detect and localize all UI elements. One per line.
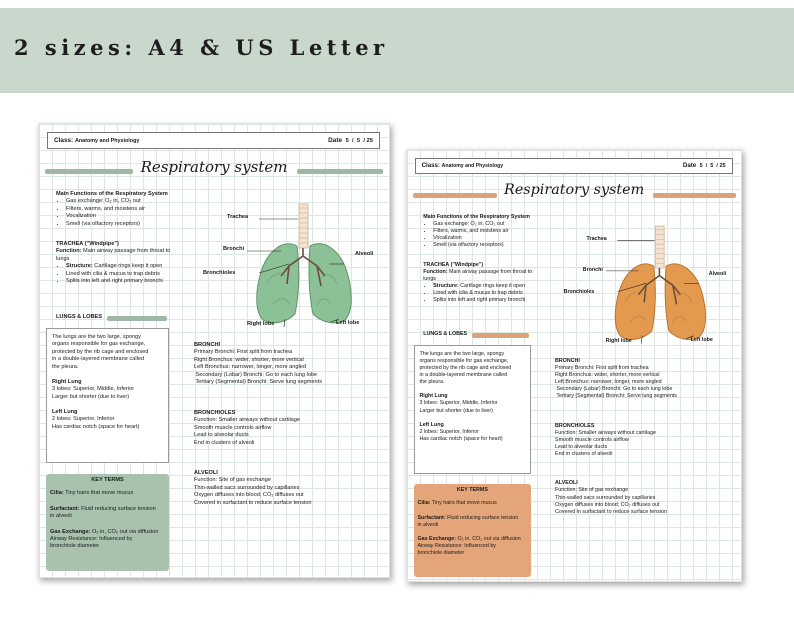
lungs-intro-line: The lungs are the two large, spongy (52, 334, 141, 340)
lungs-intro-line: protected by the rib cage and enclosed (419, 364, 512, 371)
main-functions-item: • Filters, warms, and moistens air (433, 228, 530, 235)
surfactant-text: Fluid reducing surface tension (79, 505, 156, 512)
page-a4 (38, 123, 390, 578)
lungs-lobes-heading: LUNGS & LOBES (423, 331, 468, 338)
bronchi-section (194, 342, 322, 386)
left-lung-item: Has cardiac notch (space for heart) (52, 423, 140, 430)
lungs-lobes-heading: LUNGS & LOBES (56, 314, 102, 320)
structure-text: Cartilage rings keep it open (458, 282, 526, 289)
bronchi-item: Primary Bronchi: First split from trachea (555, 365, 649, 372)
bronchi-section (555, 358, 677, 400)
gas-text: O₂ in, CO₂ out via diffusion (90, 528, 159, 535)
trachea-heading: TRACHEA ("Windpipe") (56, 241, 119, 247)
right-lung-item: Larger but shorter (due to liver) (419, 407, 493, 414)
title-bar-right (653, 193, 735, 198)
lungs-intro-line: protected by the rib cage and enclosed (52, 348, 149, 355)
bronchi-item: Left Bronchus: narrower, longer, more angled (555, 379, 662, 386)
label-bronchi: Bronchi (582, 266, 603, 273)
right-lung-item: 3 lobes: Superior, Middle, Inferior (52, 386, 135, 393)
alveoli-heading: ALVEOLI (194, 470, 218, 476)
airway-text1: Airway Resistance: Influenced by (50, 535, 133, 542)
alveoli-item: Covered in surfactant to reduce surface tension (194, 499, 312, 506)
date-label: Date (682, 162, 697, 170)
trachea-function-line2: lungs (56, 255, 70, 262)
cilia-label: Cilia: (417, 499, 431, 506)
cilia-text: Tiny hairs that move mucus (430, 499, 497, 506)
alveoli-section (194, 470, 312, 507)
left-lung (309, 244, 351, 323)
key-term-surfactant (50, 506, 165, 513)
alveoli-item: Thin-walled sacs surrounded by capillaries (194, 484, 300, 491)
structure-label: Structure: (433, 282, 459, 289)
lungs-intro-line: the pleura. (52, 363, 79, 370)
bronchi-item: Primary Bronchi: First split from trachea (194, 349, 293, 356)
title-bar-left (45, 169, 133, 174)
bronchi-item: Tertiary (Segmental) Bronchi: Serve lung segments (194, 378, 322, 385)
alveoli-item: Function: Site of gas exchange (555, 487, 629, 494)
page-title: Respiratory system (140, 158, 288, 176)
trachea-heading: TRACHEA ("Windpipe") (423, 261, 484, 268)
label-alveoli: Alveoli (355, 251, 374, 257)
main-functions-item: • Gas exchange: O₂ in, CO₂ out (66, 198, 168, 205)
surfactant-label: Surfactant: (50, 505, 80, 512)
structure-text: Cartilage rings keep it open (92, 263, 163, 270)
key-terms-box (414, 484, 531, 577)
function-text: Main airway passage from throat to (447, 268, 533, 275)
left-lung-heading: Left Lung (419, 422, 444, 429)
bronchioles-section (194, 410, 300, 447)
main-functions-item: • Smell (via olfactory receptors) (66, 221, 168, 228)
page-title: Respiratory system (504, 182, 645, 199)
bronchioles-section (555, 423, 656, 458)
bronchioles-item: Smooth muscle controls airflow (555, 437, 629, 444)
right-lung-item: Larger but shorter (due to liver) (52, 393, 130, 400)
alveoli-item: Oxygen diffuses into blood; CO₂ diffuses out (555, 501, 660, 508)
bronchioles-item: Function: Smaller airways without cartilage (194, 417, 301, 424)
right-lung-heading: Right Lung (52, 378, 82, 385)
alveoli-item: Function: Site of gas exchange (194, 477, 271, 484)
label-bronchioles: Bronchioles (563, 289, 595, 296)
left-lung-item: Has cardiac notch (space for heart) (419, 436, 503, 443)
right-lung (615, 264, 655, 340)
bronchioles-item: End in clusters of alveoli (194, 439, 255, 446)
airway-text1: Airway Resistance: Influenced by (417, 543, 496, 550)
bronchioles-item: Function: Smaller airways without cartilage (555, 430, 656, 437)
bronchi-item: Left Bronchus: narrower, longer, more angled (194, 364, 306, 371)
page-us-letter (406, 149, 742, 582)
key-term-cilia (417, 500, 527, 507)
lungs-lobes-box (414, 345, 531, 474)
bronchi-item: Right Bronchus: wider, shorter, more vertical (194, 356, 304, 363)
key-term-gas (417, 536, 527, 543)
banner (0, 8, 794, 93)
bronchioles-item: Lead to alveolar ducts (555, 444, 608, 451)
lungs-lobes-bar (472, 333, 529, 338)
bronchi-item: Tertiary (Segmental) Bronchi: Serve lung segments (555, 393, 677, 400)
main-functions-item: • Vocalization (66, 213, 168, 220)
label-right-lobe: Right lobe (605, 338, 632, 345)
surfactant-text2: in alveoli (50, 513, 72, 520)
bronchi-item: Secondary (Lobar) Bronchi: Go to each lung lobe (555, 386, 673, 393)
label-left-lobe: Left lobe (336, 320, 360, 326)
right-lung (257, 244, 299, 323)
lungs-intro-line: in a double-layered membrane called (419, 371, 508, 378)
banner-title: 2 sizes: A4 & US Letter (14, 35, 389, 60)
bronchi-item: Secondary (Lobar) Bronchi: Go to each lung lobe (194, 371, 318, 378)
bronchioles-item: Lead to alveolar ducts (194, 432, 249, 439)
trachea-item: • Splits into left and right primary bronchi (433, 297, 532, 304)
airway-text2: bronchiole diameter (50, 543, 100, 550)
class-label: Class: (421, 162, 440, 170)
function-label: Function: (423, 268, 448, 275)
function-label: Function: (56, 248, 82, 255)
airway-text2: bronchiole diameter (417, 550, 465, 557)
key-term-surfactant (417, 515, 527, 522)
main-functions-item: • Filters, warms, and moistens air (66, 206, 168, 213)
date-label: Date (328, 137, 343, 144)
label-bronchioles: Bronchioles (203, 270, 236, 276)
header-box (47, 132, 380, 149)
left-lung-item: 2 lobes: Superior, Inferior (52, 416, 115, 423)
key-term-cilia (50, 490, 165, 497)
trachea-structure (66, 263, 170, 270)
lungs-diagram (201, 204, 381, 334)
cilia-label: Cilia: (50, 490, 64, 497)
key-term-gas (50, 529, 165, 536)
label-trachea: Trachea (227, 214, 249, 220)
main-functions-item: • Smell (via olfactory receptors) (433, 242, 530, 249)
class-value: Anatomy and Physiology (74, 137, 140, 144)
trachea-function (423, 269, 532, 276)
label-bronchi: Bronchi (223, 246, 245, 252)
title-bar-left (413, 193, 497, 198)
gas-label: Gas Exchange: (50, 528, 91, 535)
lungs-lobes-box (46, 328, 169, 463)
bronchioles-heading: BRONCHIOLES (194, 410, 236, 416)
surfactant-text2: in alveoli (417, 521, 439, 528)
trachea-item: • Splits into left and right primary bronchi (66, 278, 170, 285)
main-functions-item: • Vocalization (433, 235, 530, 242)
key-terms-title: KEY TERMS (91, 477, 124, 483)
bronchi-heading: BRONCHI (555, 358, 580, 365)
alveoli-heading: ALVEOLI (555, 480, 578, 487)
trachea-tube (299, 204, 308, 248)
main-functions-heading: Main Functions of the Respiratory System (56, 191, 168, 197)
gas-label: Gas Exchange: (417, 536, 456, 543)
bronchioles-heading: BRONCHIOLES (555, 423, 595, 430)
bronchi-heading: BRONCHI (194, 342, 221, 348)
lungs-intro-line: in a double-layered membrane called (52, 356, 145, 363)
structure-label: Structure: (66, 263, 93, 270)
label-right-lobe: Right lobe (247, 321, 275, 327)
label-trachea: Trachea (586, 235, 607, 242)
gas-text: O₂ in, CO₂ out via diffusion (455, 536, 521, 543)
surfactant-label: Surfactant: (417, 514, 446, 521)
label-alveoli: Alveoli (708, 271, 727, 278)
main-functions-item: • Gas exchange: O₂ in, CO₂ out (433, 221, 530, 228)
trachea-item: • Lined with cilia & mucus to trap debris (433, 290, 532, 297)
trachea-function-line2: lungs (423, 275, 436, 282)
bronchi-item: Right Bronchus: wider, shorter, more vertical (555, 372, 660, 379)
trachea-item: • Lined with cilia & mucus to trap debris (66, 271, 170, 278)
alveoli-item: Covered in surfactant to reduce surface tension (555, 508, 667, 515)
left-lung (665, 264, 705, 340)
alveoli-item: Thin-walled sacs surrounded by capillaries (555, 494, 656, 501)
alveoli-section (555, 480, 667, 515)
left-lung-heading: Left Lung (52, 409, 78, 415)
label-left-lobe: Left lobe (690, 337, 713, 344)
lungs-intro-line: organs responsible for gas exchange, (419, 357, 509, 364)
date-value: 5 / 5 / 25 (345, 137, 373, 144)
class-label: Class: (54, 137, 74, 144)
right-lung-item: 3 lobes: Superior, Middle, Inferior (419, 400, 498, 407)
key-terms-box (46, 474, 169, 571)
lungs-intro-line: organs responsible for gas exchange, (52, 341, 146, 348)
trachea-tube (655, 226, 664, 268)
class-value: Anatomy and Physiology (441, 162, 504, 169)
main-functions (56, 191, 168, 228)
alveoli-item: Oxygen diffuses into blood; CO₂ diffuses out (194, 492, 304, 499)
lungs-intro-line: The lungs are the two large, spongy (419, 350, 505, 357)
main-functions-heading: Main Functions of the Respiratory System (423, 213, 530, 220)
trachea-section (423, 262, 532, 304)
title-bar-right (297, 169, 383, 174)
surfactant-text: Fluid reducing surface tension (445, 514, 519, 521)
lungs-lobes-bar (107, 316, 167, 321)
trachea-section (56, 241, 170, 285)
right-lung-heading: Right Lung (419, 393, 448, 400)
left-lung-item: 2 lobes: Superior, Inferior (419, 429, 479, 436)
function-text: Main airway passage from throat to (81, 248, 171, 255)
lungs-intro-line: the pleura. (419, 378, 445, 385)
trachea-structure (433, 283, 532, 290)
bronchioles-item: End in clusters of alveoli (555, 451, 613, 458)
date-value: 5 / 5 / 25 (699, 162, 726, 169)
key-terms-title: KEY TERMS (456, 487, 488, 494)
cilia-text: Tiny hairs that move mucus (63, 490, 134, 497)
header-box (415, 158, 733, 174)
bronchioles-item: Smooth muscle controls airflow (194, 424, 272, 431)
trachea-function (56, 248, 170, 255)
main-functions (423, 214, 530, 249)
